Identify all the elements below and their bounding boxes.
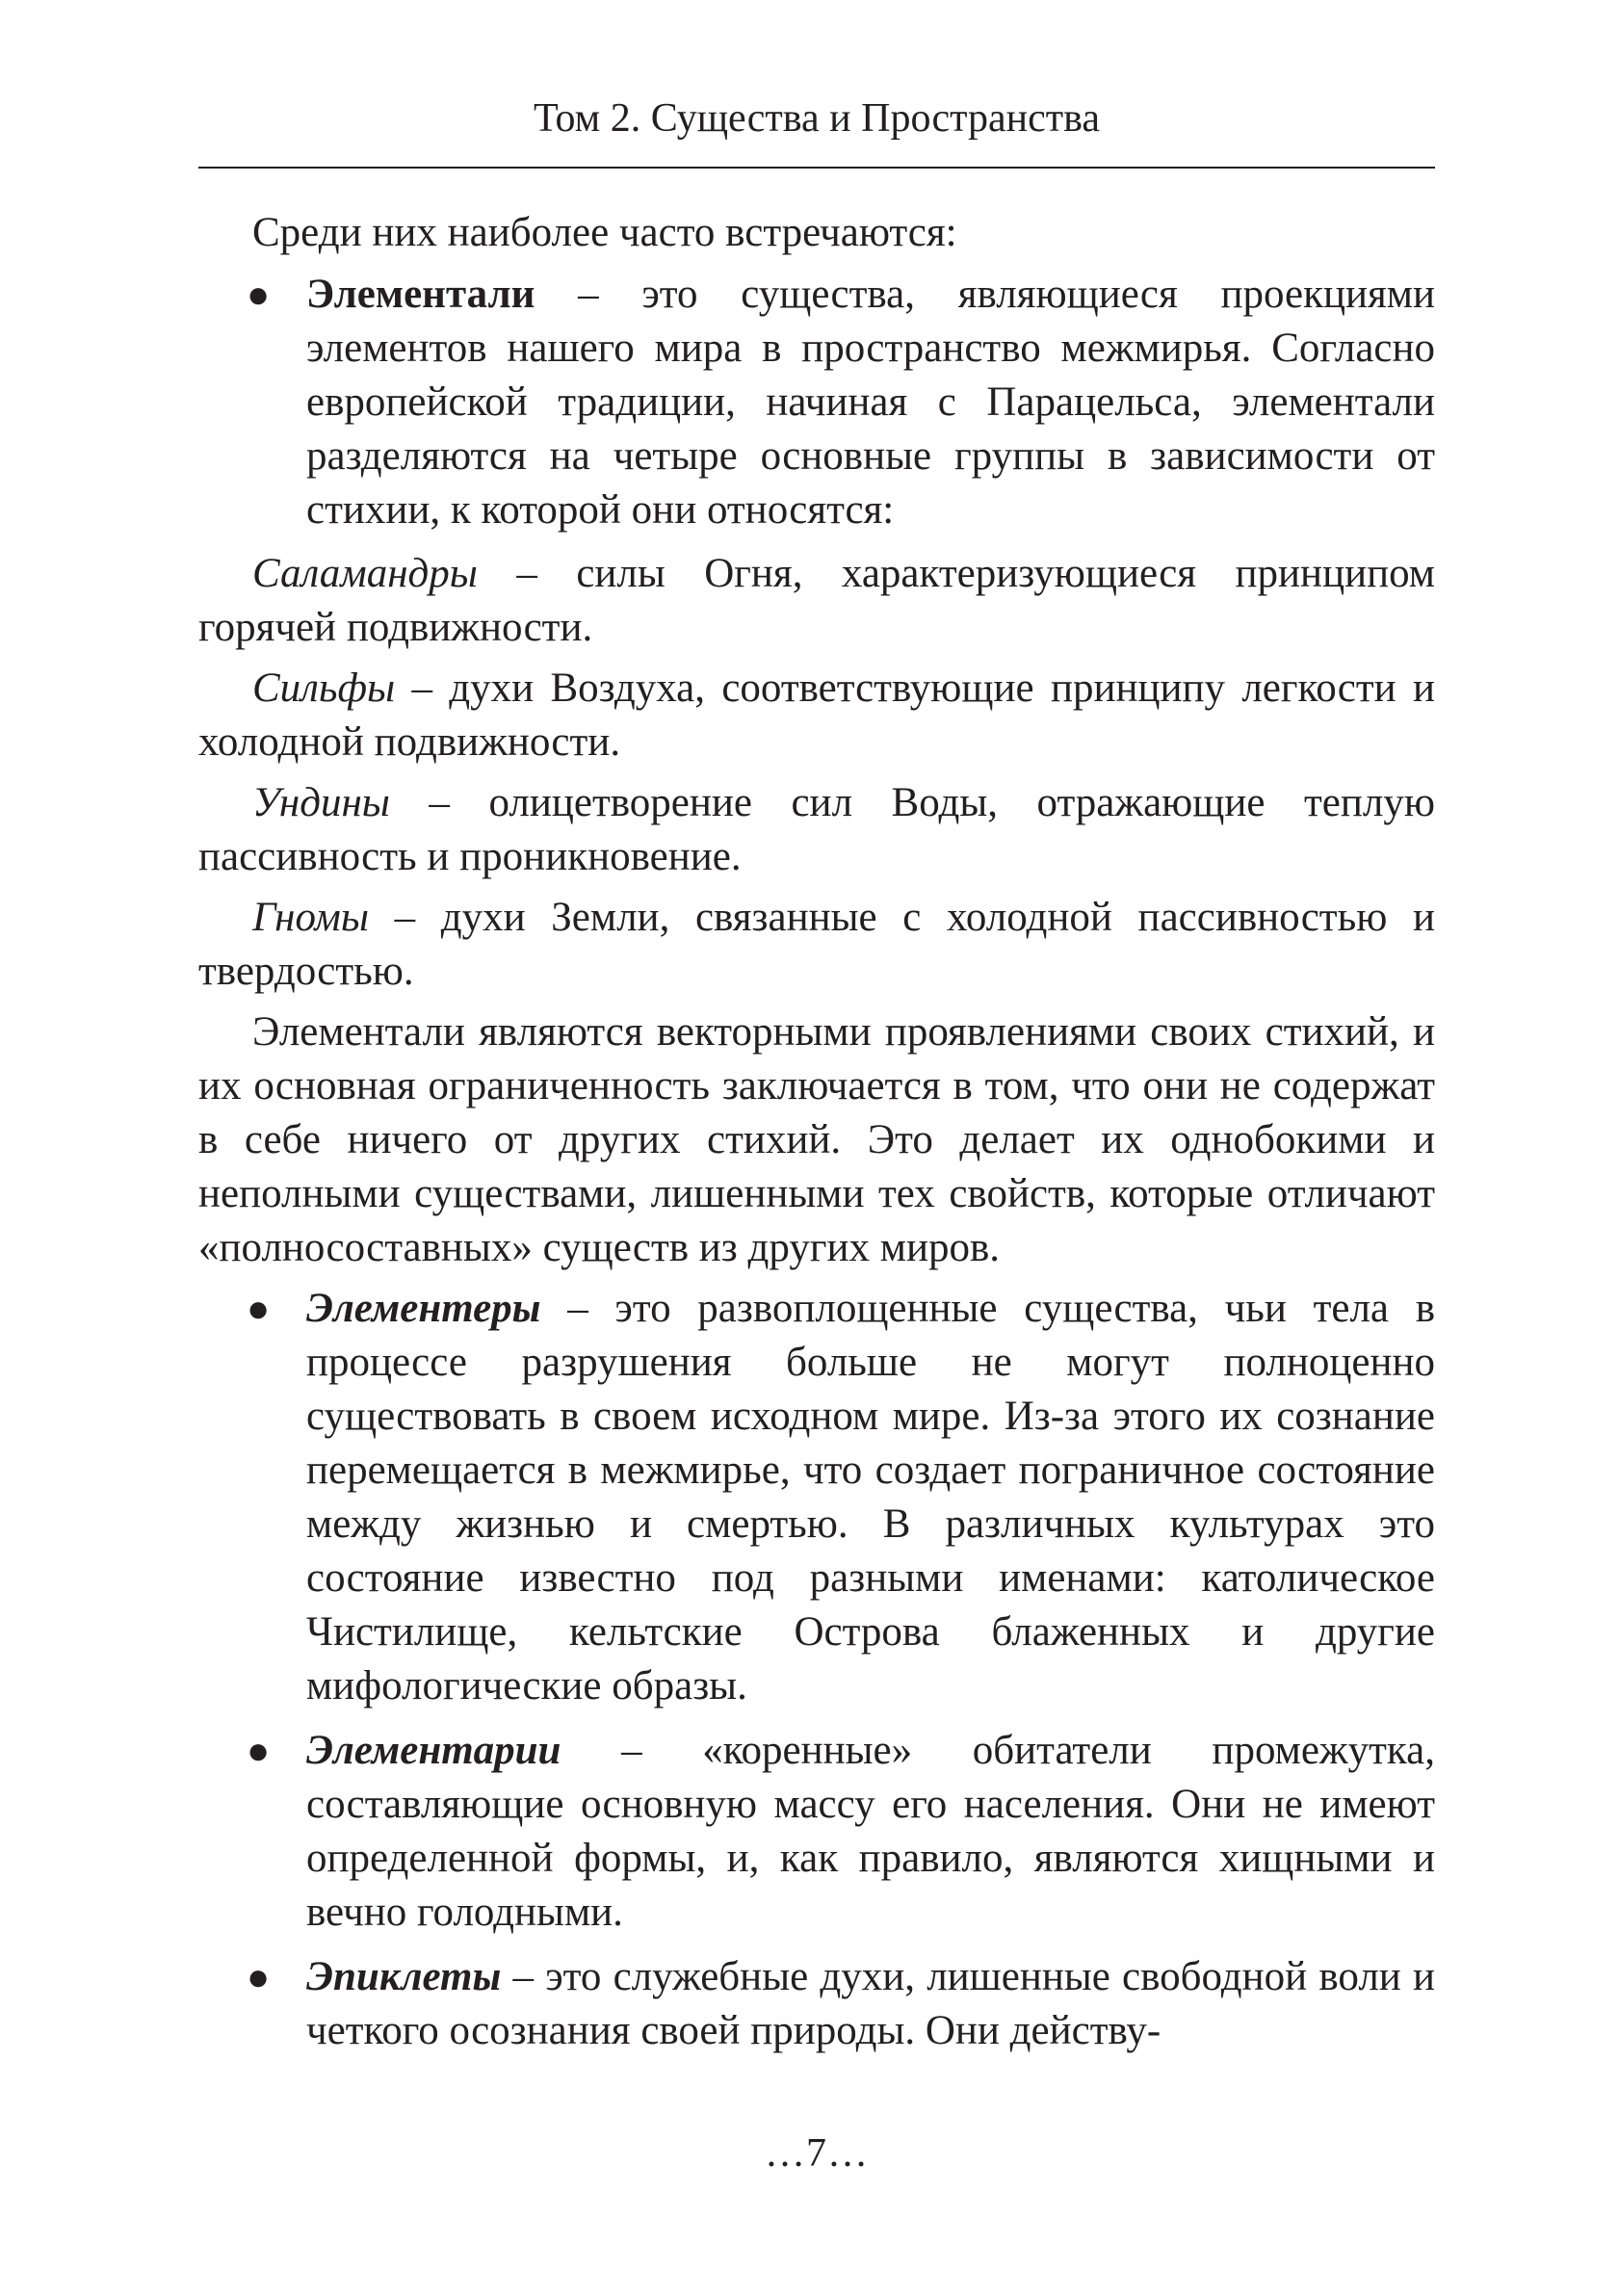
group-term: Гномы [252,895,369,940]
page-body [198,206,1435,2069]
list-item-elementers [198,1282,1435,1713]
entity-text: – «коренные» обитатели промежутка, составляющие основную массу его населения. Они не имеют определенной формы, и, как правило, являются хищными и вечно голодными. [306,1728,1435,1935]
entity-term: Элементеры [306,1286,541,1331]
bullet-icon: ● [247,1955,271,1998]
definition-elementals: – это существа, являющиеся проекциями элементов нашего мира в пространство межмирья. Согласно европейской традиции, начиная с Парацельса, элементали разделяются на четыре основные группы в зависимости от стихии, к которой они относятся: [306,272,1435,533]
entity-text: – это служебные духи, лишенные свободной воли и четкого осознания своей природы. Они действу- [306,1954,1435,2053]
list-item-epiclets [198,1950,1435,2058]
group-text: – духи Земли, связанные с холодной пассивностью и твердостью. [198,895,1435,994]
bullet-icon: ● [247,1287,271,1330]
group-text: – олицетворение сил Воды, отражающие теплую пассивность и проникновение. [198,780,1435,879]
bullet-icon: ● [247,1729,271,1772]
running-head: Том 2. Существа и Пространства [533,96,1101,141]
header-rule [198,167,1435,169]
group-undines [198,776,1435,884]
term-elementals: Элементали [306,272,535,317]
summary-paragraph: Элементали являются векторными проявлениями своих стихий, и их основная ограниченность заключается в том, что они не содержат в себе ничего от других стихий. Это делает их однобокими и неполными существами, лишенными тех свойств, которые отличают «полносоставных» существ из других миров. [198,1009,1435,1270]
group-text: – духи Воздуха, соответствующие принципу легкости и холодной подвижности. [198,665,1435,765]
entity-term: Эпиклеты [306,1954,502,1999]
intro-paragraph: Среди них наиболее часто встречаются: [252,210,957,255]
bullet-icon: ● [247,273,271,316]
entity-term: Элементарии [306,1728,561,1773]
entity-text: – это развоплощенные существа, чьи тела в процессе разрушения больше не могут полноценно существовать в своем исходном мире. Из-за этого их сознание перемещается в межмирье, что создает пограничное состояние между жизнью и смертью. В различных культурах это состояние известно под разными именами: католическое Чистилище, кельтские Острова блаженных и другие мифологические образы. [306,1286,1435,1709]
group-term: Сильфы [252,665,396,711]
list-item-elementals [198,268,1435,537]
group-text: – силы Огня, характеризующиеся принципом горячей подвижности. [198,551,1435,650]
elementals-list [198,268,1435,537]
group-term: Ундины [252,780,390,825]
group-gnomes [198,891,1435,999]
list-item-elementaries [198,1724,1435,1940]
entities-list [198,1282,1435,2058]
group-salamanders [198,547,1435,655]
group-term: Саламандры [252,551,478,596]
group-sylphs [198,662,1435,770]
page-number: …7… [765,2131,869,2176]
